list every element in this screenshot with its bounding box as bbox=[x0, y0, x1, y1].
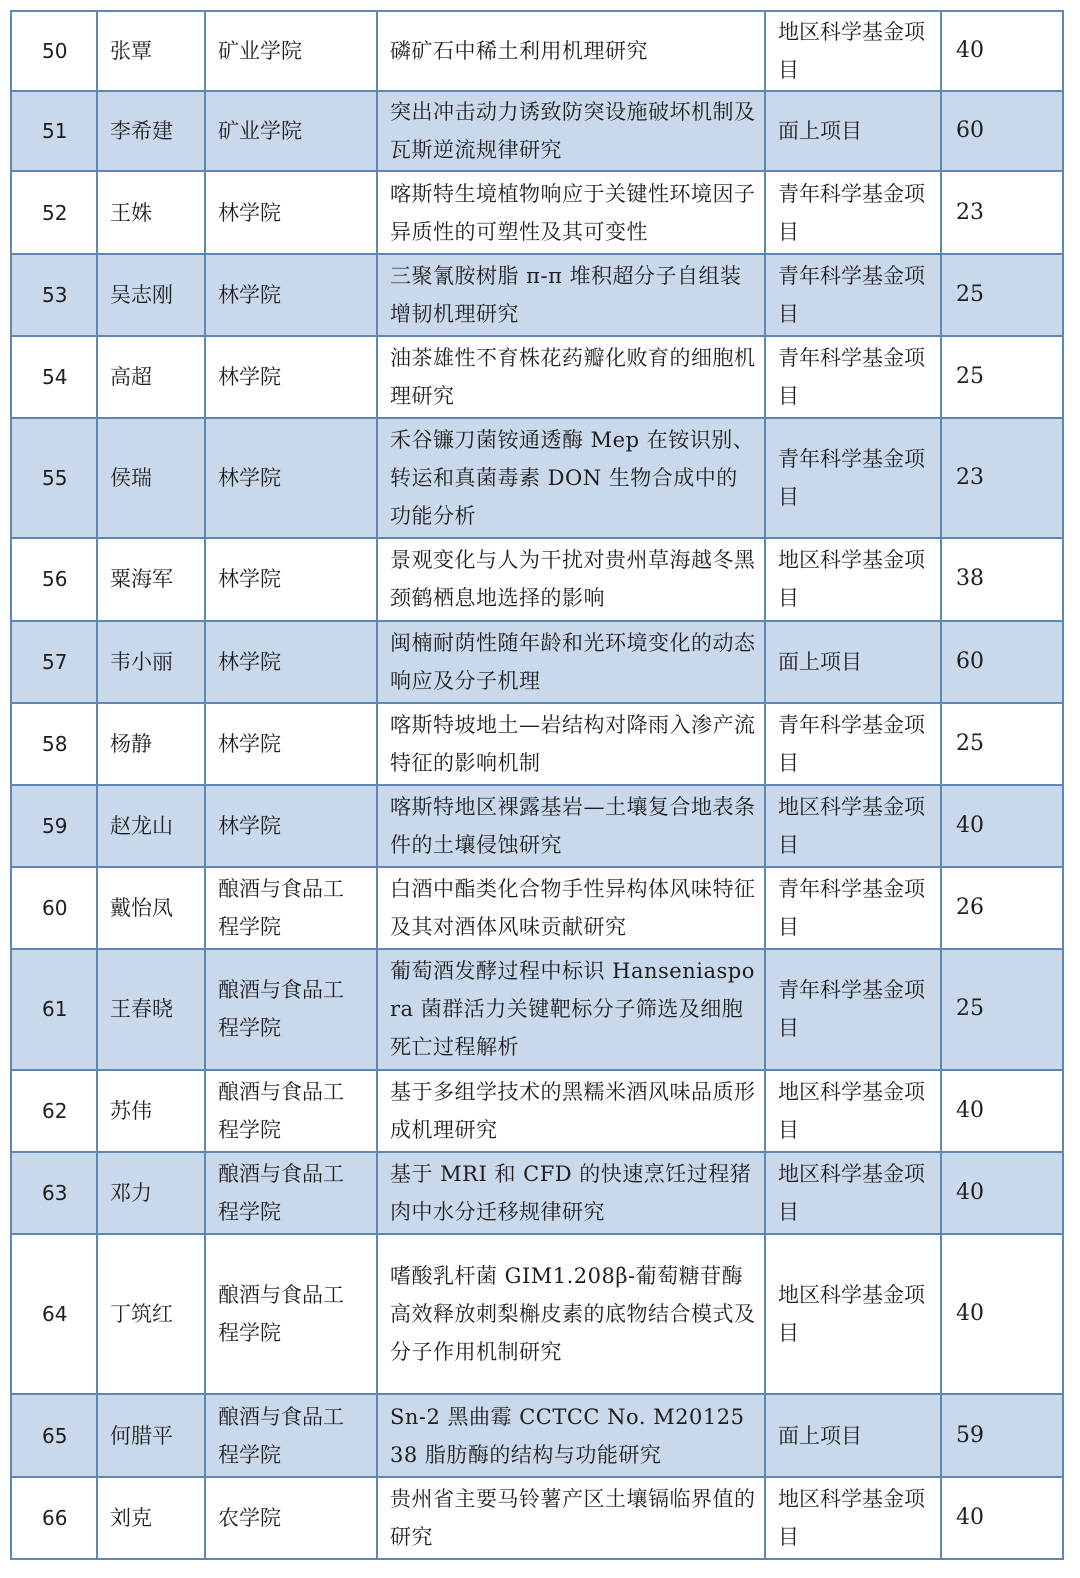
table-row bbox=[11, 171, 1063, 253]
table-row bbox=[11, 867, 1063, 949]
project-number: 57 bbox=[11, 621, 97, 703]
project-number: 56 bbox=[11, 538, 97, 620]
table-row bbox=[11, 949, 1063, 1069]
investigator-name: 赵龙山 bbox=[97, 785, 205, 867]
college-name: 林学院 bbox=[205, 254, 377, 336]
funding-amount: 40 bbox=[941, 1070, 1063, 1152]
funding-amount: 23 bbox=[941, 418, 1063, 538]
table-row bbox=[11, 91, 1063, 171]
funding-amount: 40 bbox=[941, 785, 1063, 867]
project-title: 喀斯特地区裸露基岩—土壤复合地表条件的土壤侵蚀研究 bbox=[377, 785, 765, 867]
project-type: 青年科学基金项目 bbox=[765, 336, 941, 418]
project-title: 禾谷镰刀菌铵通透酶 Mep 在铵识别、转运和真菌毒素 DON 生物合成中的功能分析 bbox=[377, 418, 765, 538]
college-name: 林学院 bbox=[205, 621, 377, 703]
funding-amount: 26 bbox=[941, 867, 1063, 949]
investigator-name: 粟海军 bbox=[97, 538, 205, 620]
project-title: 景观变化与人为干扰对贵州草海越冬黑颈鹤栖息地选择的影响 bbox=[377, 538, 765, 620]
project-number: 66 bbox=[11, 1477, 97, 1559]
project-title: 喀斯特坡地土—岩结构对降雨入渗产流特征的影响机制 bbox=[377, 703, 765, 785]
funding-amount: 59 bbox=[941, 1394, 1063, 1476]
project-type: 地区科学基金项目 bbox=[765, 11, 941, 91]
funding-amount: 60 bbox=[941, 621, 1063, 703]
project-title: 基于 MRI 和 CFD 的快速烹饪过程猪肉中水分迁移规律研究 bbox=[377, 1152, 765, 1234]
project-number: 63 bbox=[11, 1152, 97, 1234]
project-type: 青年科学基金项目 bbox=[765, 703, 941, 785]
table-row bbox=[11, 785, 1063, 867]
investigator-name: 何腊平 bbox=[97, 1394, 205, 1476]
table-row bbox=[11, 1394, 1063, 1476]
table-row bbox=[11, 1070, 1063, 1152]
project-number: 50 bbox=[11, 11, 97, 91]
college-name: 酿酒与食品工程学院 bbox=[205, 1070, 377, 1152]
funding-amount: 40 bbox=[941, 1234, 1063, 1394]
project-number: 51 bbox=[11, 91, 97, 171]
project-title: 贵州省主要马铃薯产区土壤镉临界值的研究 bbox=[377, 1477, 765, 1559]
table-row bbox=[11, 336, 1063, 418]
table-row bbox=[11, 1477, 1063, 1559]
investigator-name: 高超 bbox=[97, 336, 205, 418]
project-type: 地区科学基金项目 bbox=[765, 538, 941, 620]
grant-table bbox=[10, 10, 1064, 1560]
project-number: 59 bbox=[11, 785, 97, 867]
project-number: 65 bbox=[11, 1394, 97, 1476]
college-name: 酿酒与食品工程学院 bbox=[205, 949, 377, 1069]
table-row bbox=[11, 621, 1063, 703]
college-name: 矿业学院 bbox=[205, 91, 377, 171]
project-number: 55 bbox=[11, 418, 97, 538]
investigator-name: 李希建 bbox=[97, 91, 205, 171]
college-name: 酿酒与食品工程学院 bbox=[205, 867, 377, 949]
project-type: 面上项目 bbox=[765, 621, 941, 703]
project-title: 突出冲击动力诱致防突设施破坏机制及瓦斯逆流规律研究 bbox=[377, 91, 765, 171]
project-title: 喀斯特生境植物响应于关键性环境因子异质性的可塑性及其可变性 bbox=[377, 171, 765, 253]
investigator-name: 丁筑红 bbox=[97, 1234, 205, 1394]
grant-table-body bbox=[11, 11, 1063, 1559]
project-type: 地区科学基金项目 bbox=[765, 1477, 941, 1559]
table-row bbox=[11, 418, 1063, 538]
table-row bbox=[11, 1234, 1063, 1394]
project-title: 磷矿石中稀土利用机理研究 bbox=[377, 11, 765, 91]
investigator-name: 吴志刚 bbox=[97, 254, 205, 336]
table-row bbox=[11, 254, 1063, 336]
project-title: 葡萄酒发酵过程中标识 Hanseniaspora 菌群活力关键靶标分子筛选及细胞死亡过程解析 bbox=[377, 949, 765, 1069]
project-title: 闽楠耐荫性随年龄和光环境变化的动态响应及分子机理 bbox=[377, 621, 765, 703]
table-row bbox=[11, 11, 1063, 91]
project-number: 64 bbox=[11, 1234, 97, 1394]
project-type: 面上项目 bbox=[765, 1394, 941, 1476]
funding-amount: 23 bbox=[941, 171, 1063, 253]
investigator-name: 邓力 bbox=[97, 1152, 205, 1234]
investigator-name: 苏伟 bbox=[97, 1070, 205, 1152]
funding-amount: 40 bbox=[941, 1152, 1063, 1234]
college-name: 林学院 bbox=[205, 418, 377, 538]
college-name: 酿酒与食品工程学院 bbox=[205, 1234, 377, 1394]
table-row bbox=[11, 538, 1063, 620]
project-type: 青年科学基金项目 bbox=[765, 867, 941, 949]
project-number: 52 bbox=[11, 171, 97, 253]
investigator-name: 侯瑞 bbox=[97, 418, 205, 538]
investigator-name: 王春晓 bbox=[97, 949, 205, 1069]
college-name: 林学院 bbox=[205, 171, 377, 253]
project-type: 青年科学基金项目 bbox=[765, 254, 941, 336]
project-title: 嗜酸乳杆菌 GIM1.208β-葡萄糖苷酶高效释放刺梨槲皮素的底物结合模式及分子作用机制研究 bbox=[377, 1234, 765, 1394]
table-row bbox=[11, 703, 1063, 785]
project-type: 地区科学基金项目 bbox=[765, 785, 941, 867]
project-type: 地区科学基金项目 bbox=[765, 1070, 941, 1152]
funding-amount: 38 bbox=[941, 538, 1063, 620]
project-title: 白酒中酯类化合物手性异构体风味特征及其对酒体风味贡献研究 bbox=[377, 867, 765, 949]
college-name: 林学院 bbox=[205, 703, 377, 785]
college-name: 酿酒与食品工程学院 bbox=[205, 1152, 377, 1234]
funding-amount: 25 bbox=[941, 703, 1063, 785]
project-number: 54 bbox=[11, 336, 97, 418]
project-type: 面上项目 bbox=[765, 91, 941, 171]
project-title: 三聚氰胺树脂 π-π 堆积超分子自组装增韧机理研究 bbox=[377, 254, 765, 336]
project-number: 60 bbox=[11, 867, 97, 949]
project-type: 青年科学基金项目 bbox=[765, 171, 941, 253]
college-name: 林学院 bbox=[205, 336, 377, 418]
funding-amount: 25 bbox=[941, 949, 1063, 1069]
investigator-name: 杨静 bbox=[97, 703, 205, 785]
funding-amount: 40 bbox=[941, 1477, 1063, 1559]
investigator-name: 张覃 bbox=[97, 11, 205, 91]
project-type: 地区科学基金项目 bbox=[765, 1152, 941, 1234]
project-type: 地区科学基金项目 bbox=[765, 1234, 941, 1394]
project-type: 青年科学基金项目 bbox=[765, 418, 941, 538]
project-number: 58 bbox=[11, 703, 97, 785]
project-type: 青年科学基金项目 bbox=[765, 949, 941, 1069]
college-name: 林学院 bbox=[205, 538, 377, 620]
project-number: 53 bbox=[11, 254, 97, 336]
project-number: 62 bbox=[11, 1070, 97, 1152]
project-title: 油茶雄性不育株花药瓣化败育的细胞机理研究 bbox=[377, 336, 765, 418]
college-name: 酿酒与食品工程学院 bbox=[205, 1394, 377, 1476]
college-name: 农学院 bbox=[205, 1477, 377, 1559]
college-name: 矿业学院 bbox=[205, 11, 377, 91]
college-name: 林学院 bbox=[205, 785, 377, 867]
project-title: 基于多组学技术的黑糯米酒风味品质形成机理研究 bbox=[377, 1070, 765, 1152]
investigator-name: 王姝 bbox=[97, 171, 205, 253]
investigator-name: 韦小丽 bbox=[97, 621, 205, 703]
funding-amount: 40 bbox=[941, 11, 1063, 91]
funding-amount: 25 bbox=[941, 254, 1063, 336]
project-number: 61 bbox=[11, 949, 97, 1069]
table-row bbox=[11, 1152, 1063, 1234]
funding-amount: 60 bbox=[941, 91, 1063, 171]
project-title: Sn-2 黑曲霉 CCTCC No. M2012538 脂肪酶的结构与功能研究 bbox=[377, 1394, 765, 1476]
investigator-name: 刘克 bbox=[97, 1477, 205, 1559]
funding-amount: 25 bbox=[941, 336, 1063, 418]
investigator-name: 戴怡凤 bbox=[97, 867, 205, 949]
